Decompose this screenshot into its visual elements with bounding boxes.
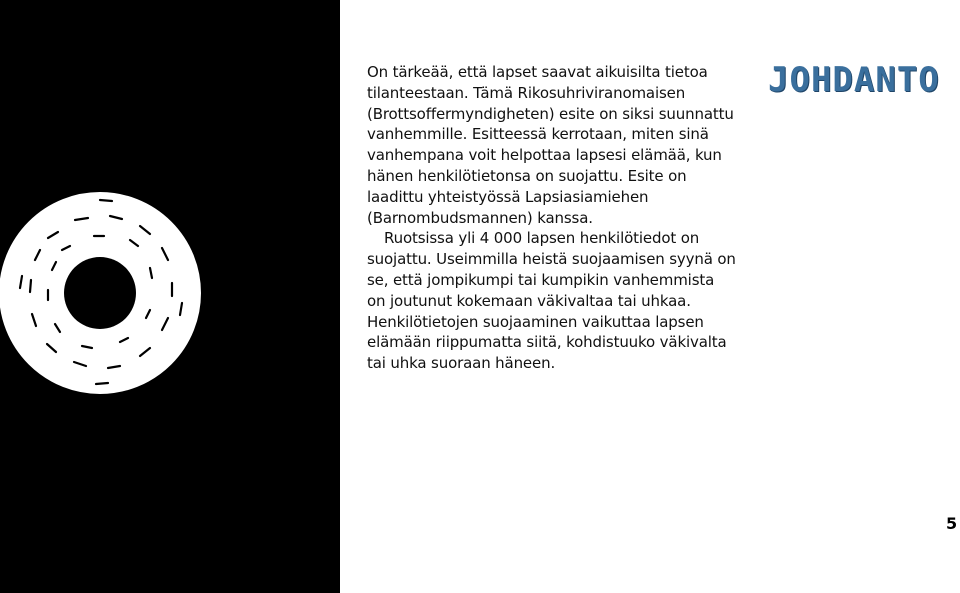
intro-text: [367, 62, 737, 374]
intro-paragraph-1: On tärkeää, että lapset saavat aikuisilta tietoa tilanteestaan. Tämä Rikosuhriviranomaisen (Brottsoffermyndigheten) esite on siksi suunnattu vanhemmille. Esitteessä kerrotaan, miten sinä vanhempana voit helpottaa lapsesi elämää, kun hänen henkilötietonsa on suojattu. Esite on laadittu yhteistyössä Lapsiasiamiehen (Barnombudsmannen) kanssa.: [367, 63, 734, 227]
chalk-ring-icon: [0, 188, 210, 398]
left-decorative-panel: [0, 0, 340, 593]
intro-paragraph-2: Ruotsissa yli 4 000 lapsen henkilötiedot on suojattu. Useimmilla heistä suojaamisen syynä on se, että jompikumpi tai kumpikin vanhemmista on joutunut kokemaan väkivaltaa tai uhkaa. Henkilötietojen suojaaminen vaikuttaa lapsen elämään riippumatta siitä, kohdistuuko väkivalta tai uhka suoraan häneen.: [367, 229, 736, 373]
page-number: 5: [946, 514, 958, 533]
page-title: JOHDANTO: [768, 60, 940, 100]
